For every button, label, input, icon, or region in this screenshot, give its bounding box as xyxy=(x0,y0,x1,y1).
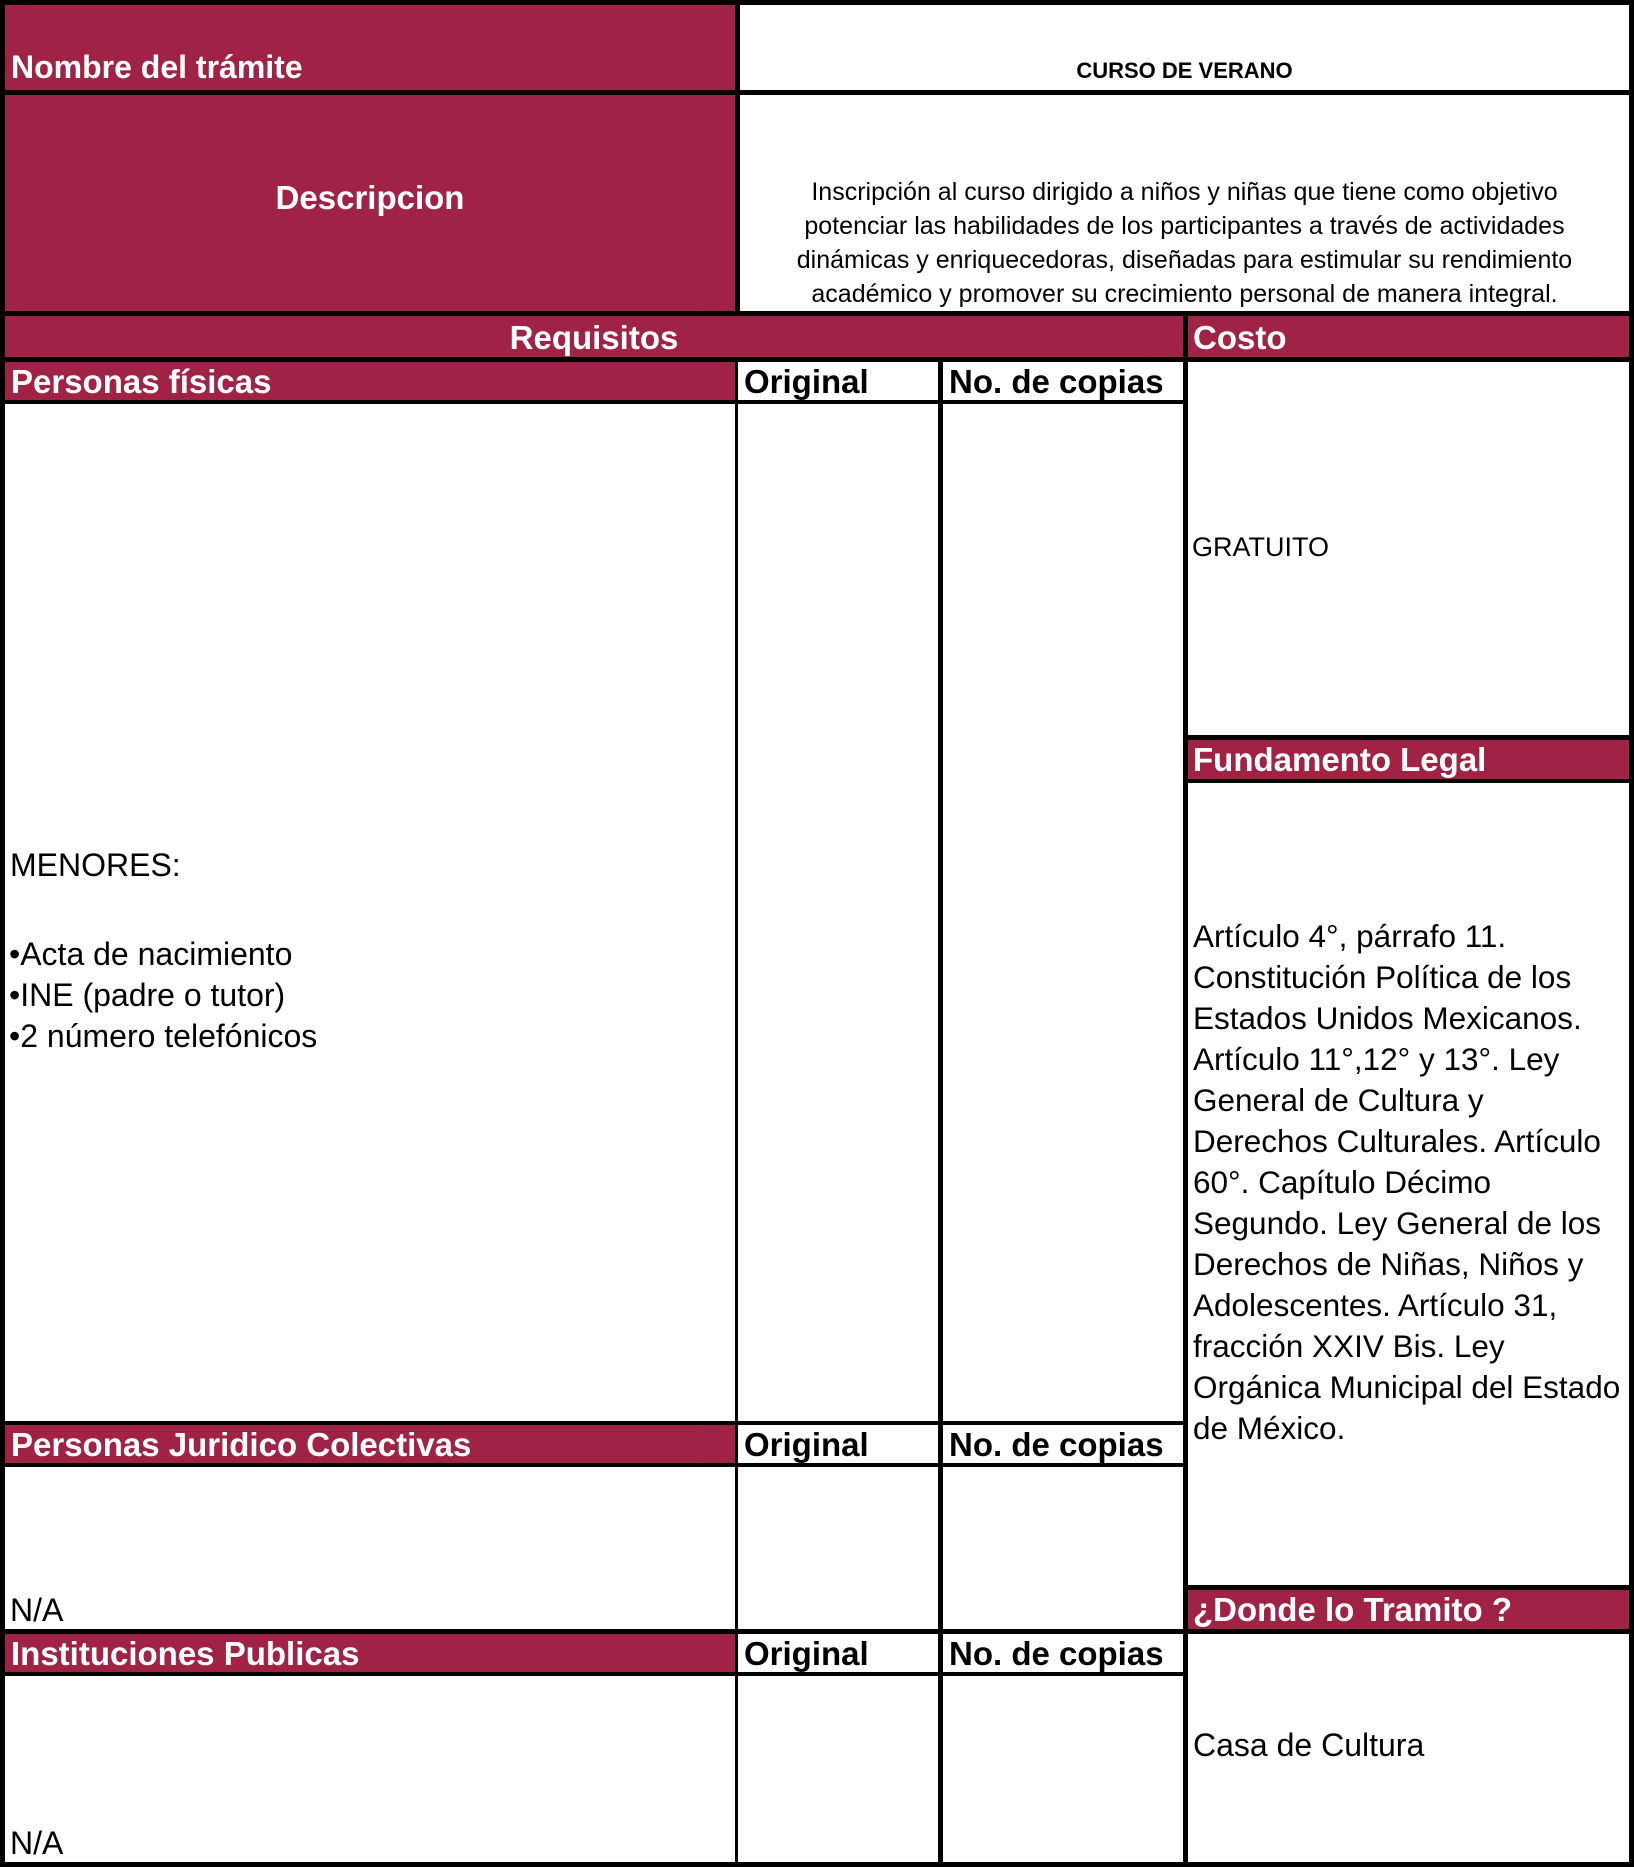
tramite-value: CURSO DE VERANO xyxy=(1076,58,1293,83)
menores-heading: MENORES: xyxy=(10,847,181,883)
divider-donde-header xyxy=(1188,1629,1634,1634)
tramite-value-cell xyxy=(740,5,1629,90)
personas-fisicas-original-header xyxy=(738,362,938,400)
fundamento-content xyxy=(1188,783,1629,1585)
personas-fisicas-copias-header xyxy=(943,362,1183,400)
border-left xyxy=(0,0,5,1867)
fundamento-header xyxy=(1188,740,1629,779)
divider-top-rows xyxy=(735,0,740,316)
costo-value: GRATUITO xyxy=(1192,532,1330,562)
divider-row2 xyxy=(0,311,1634,316)
fundamento-label: Fundamento Legal xyxy=(1193,741,1487,778)
descripcion-value: Inscripción al curso dirigido a niños y niñas que tiene como objetivo potenciar las habilidades de los participantes a través de actividades dinámicas y enriquecedoras, diseñadas para estimular su rendimiento académico y promover su crecimiento personal de manera integral. xyxy=(796,178,1573,308)
costo-value-cell xyxy=(1188,362,1629,735)
requisitos-title: Requisitos xyxy=(509,319,679,356)
border-top xyxy=(0,0,1634,5)
personas-fisicas-content xyxy=(5,404,735,1421)
personas-fisicas-header xyxy=(5,362,735,400)
list-item: •2 número telefónicos xyxy=(9,1018,318,1054)
divider-juridico-header xyxy=(0,1463,1183,1467)
instituciones-header xyxy=(5,1634,735,1672)
divider-donde-top xyxy=(1188,1585,1634,1590)
donde-header xyxy=(1188,1590,1629,1629)
descripcion-label: Descripcion xyxy=(275,179,465,216)
tramite-label: Nombre del trámite xyxy=(11,49,303,85)
divider-col-copias xyxy=(938,362,943,1862)
instituciones-original-header xyxy=(738,1634,938,1672)
original-label: Original xyxy=(744,1426,869,1463)
divider-costo-bottom xyxy=(1188,735,1634,740)
divider-fisicas-header xyxy=(0,400,1183,404)
personas-juridico-label: Personas Juridico Colectivas xyxy=(11,1426,472,1463)
donde-content xyxy=(1188,1634,1629,1862)
personas-juridico-value: N/A xyxy=(10,1592,64,1628)
personas-juridico-header xyxy=(5,1425,735,1463)
instituciones-copias-header xyxy=(943,1634,1183,1672)
donde-label: ¿Donde lo Tramito ? xyxy=(1193,1591,1512,1628)
fundamento-text: Artículo 4°, párrafo 11. Constitución Política de los Estados Unidos Mexicanos. Artículo 11°,12° y 13°. Ley General de Cultura y Derechos Culturales. Artículo 60°. Capítulo Décimo Segundo. Ley General de los Derechos de Niñas, Niños y Adolescentes. Artículo 31, fracción XXIV Bis. Ley Orgánica Municipal del Estado de México. xyxy=(1193,918,1621,1446)
copias-label: No. de copias xyxy=(949,1426,1164,1463)
instituciones-label: Instituciones Publicas xyxy=(11,1635,360,1672)
personas-fisicas-label: Personas físicas xyxy=(11,363,272,400)
original-label: Original xyxy=(744,1635,869,1672)
divider-instituciones-header xyxy=(0,1672,1183,1676)
costo-label: Costo xyxy=(1193,319,1287,356)
personas-juridico-copias-header xyxy=(943,1425,1183,1463)
divider-col-original xyxy=(735,362,738,1862)
list-item: •Acta de nacimiento xyxy=(9,936,293,972)
personas-juridico-original-header xyxy=(738,1425,938,1463)
copias-label: No. de copias xyxy=(949,363,1164,400)
divider-requisitos xyxy=(0,357,1634,362)
divider-right-column xyxy=(1183,316,1188,1867)
donde-value: Casa de Cultura xyxy=(1193,1727,1425,1763)
border-bottom xyxy=(0,1862,1634,1867)
original-label: Original xyxy=(744,363,869,400)
instituciones-value: N/A xyxy=(10,1825,64,1861)
list-item: •INE (padre o tutor) xyxy=(9,977,286,1013)
personas-juridico-content xyxy=(5,1467,735,1629)
descripcion-label-cell xyxy=(5,95,735,311)
descripcion-value-cell xyxy=(740,95,1629,311)
divider-juridico-top xyxy=(0,1421,1183,1425)
instituciones-content xyxy=(5,1676,735,1862)
copias-label: No. de copias xyxy=(949,1635,1164,1672)
divider-fundamento-header xyxy=(1188,779,1634,783)
costo-header xyxy=(1188,316,1629,357)
requisitos-list xyxy=(9,934,317,1057)
tramite-label-cell xyxy=(5,5,735,90)
divider-row1 xyxy=(0,90,1634,95)
divider-instituciones-top xyxy=(0,1629,1183,1634)
requisitos-header xyxy=(5,316,1183,357)
